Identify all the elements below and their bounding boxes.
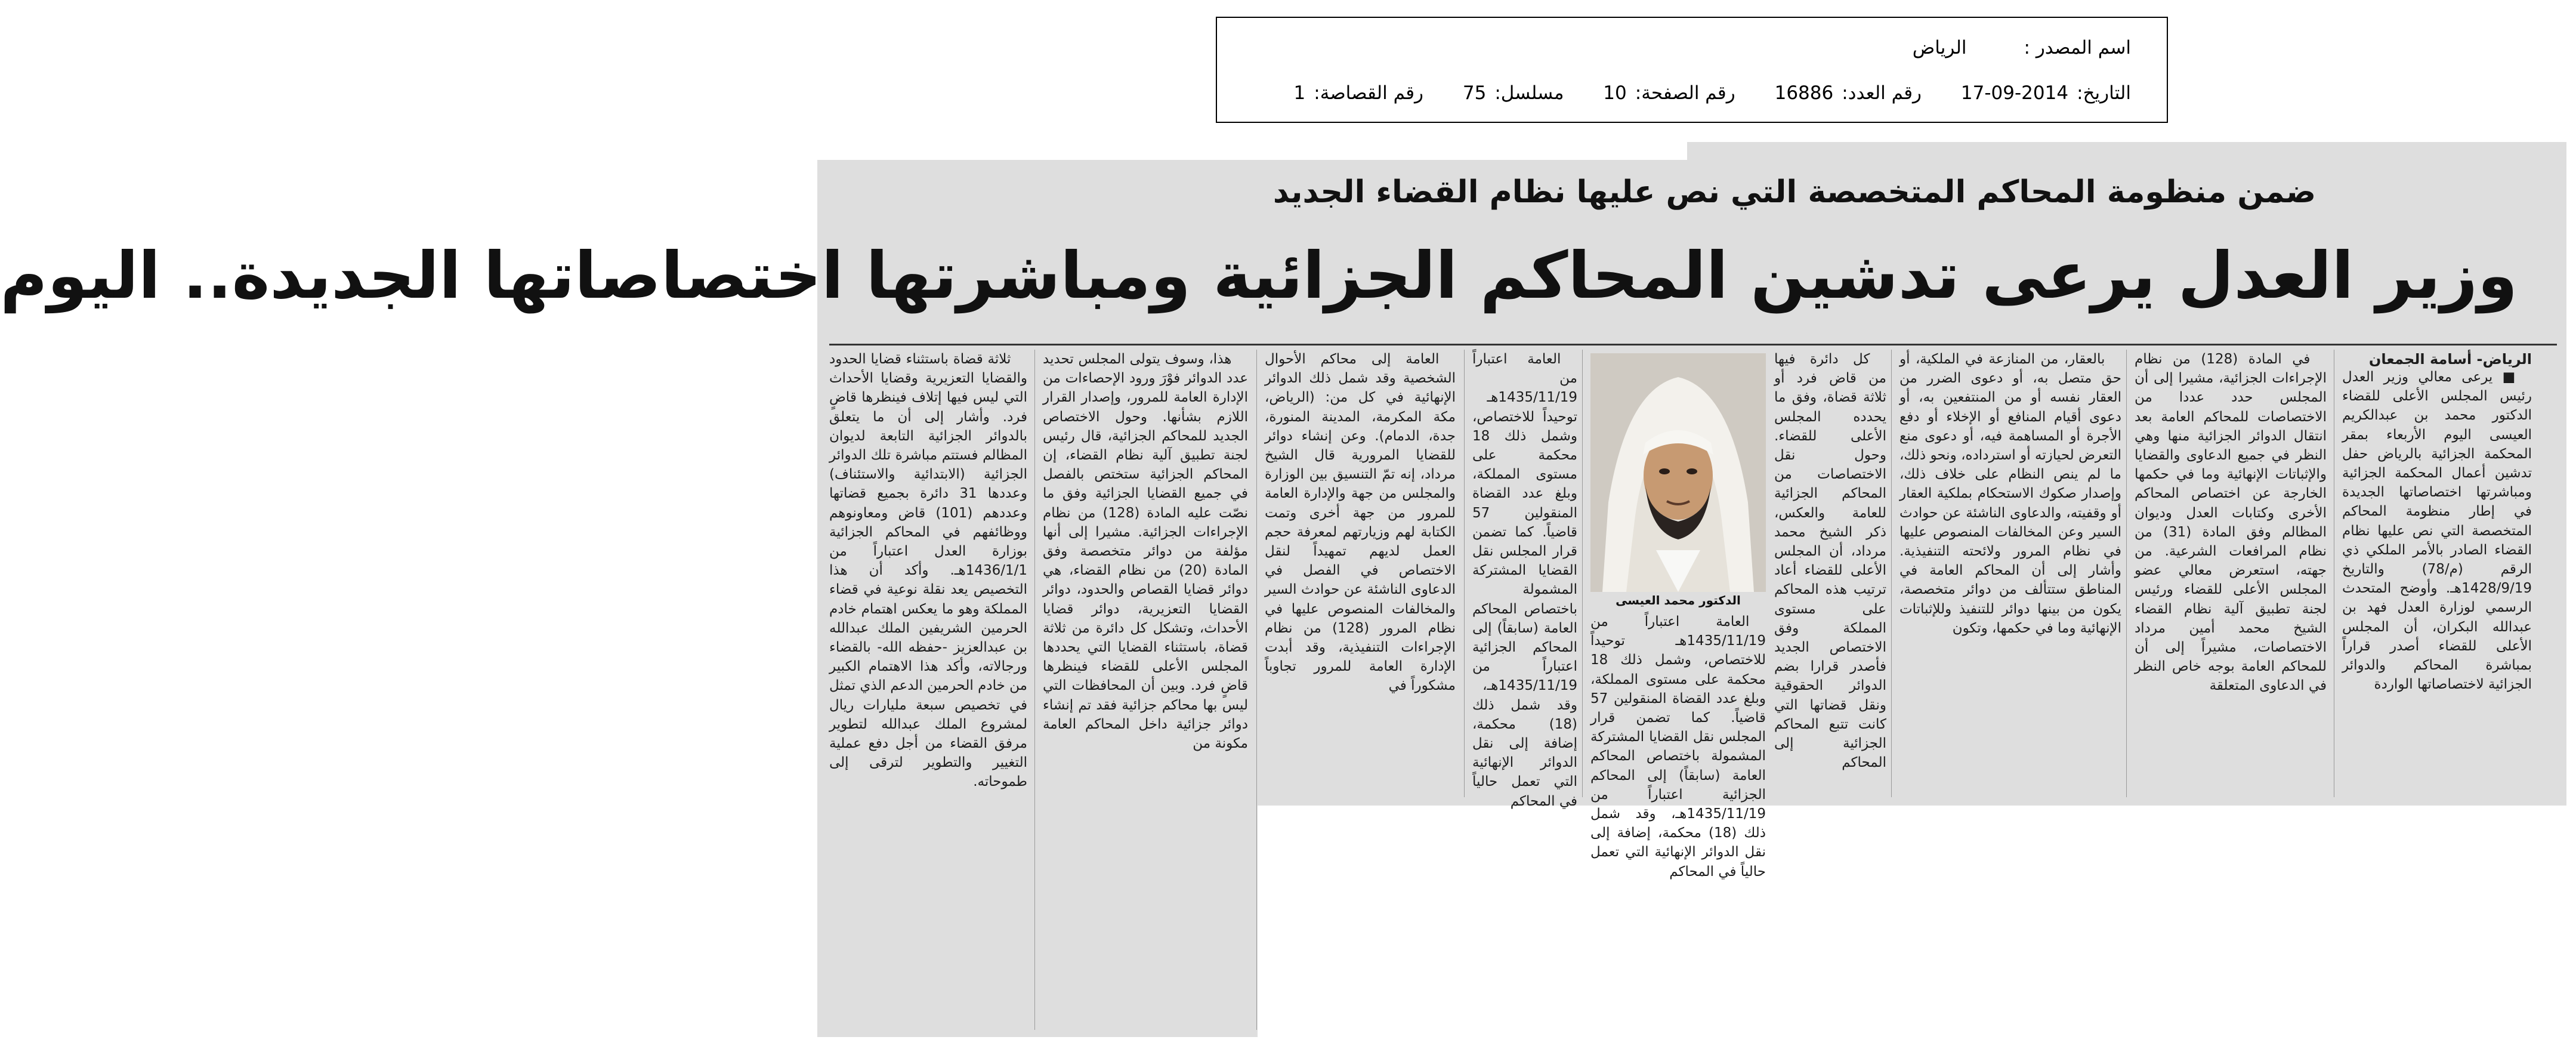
source-row — [1913, 36, 2131, 60]
article-kicker: ضمن منظومة المحاكم المتخصصة التي نص عليها نظام القضاء الجديد — [1272, 174, 2316, 210]
byline — [2342, 350, 2532, 366]
column-4-text: كل دائرة فيها من قاض فرد أو ثلاثة قضاة، وفق ما يحدده المجلس الأعلى للقضاء. وحول نقل الاختصاصات من المحاكم الجزائية للعامة والعكس، ذكر الشيخ محمد مرداد، أن المجلس الأعلى للقضاء أعاد ترتيب هذه المحاكم على مستوى المملكة وفق الاختصاص الجديد فأصدر قرارا بضم الدوائر الحقوقية ونقل قضاتها التي كانت تتبع المحاكم الجزائية إلى المحاكم — [1774, 351, 1886, 771]
serial-field — [1463, 81, 1564, 105]
page-label: رقم الصفحة: — [1635, 82, 1735, 104]
serial-value: 75 — [1462, 82, 1487, 104]
column-3-text: بالعقار، من المنازعة في الملكية، أو حق متصل به، أو دعوى الضرر من العقار نفسه أو من المنتفعين به، أو دعوى أقيام المنافع أو الإخلاء أو دفع الأجرة أو المساهمة فيه، أو دعوى منع التعرض لحيازته أو استرداده، ونحو ذلك، ما لم ينص النظام على خلاف ذلك، وإصدار صكوك الاستحكام بملكية العقار أو وقفيته، والدعاوى الناشئة عن حوادث السير وعن المخالفات المنصوص عليها في نظام المرور ولائحته التنفيذية. وأشار إلى أن المحاكم العامة في المناطق ستتألف من دوائر متخصصة، يكون من بينها دوائر للتنفيذ وللإثباتات الإنهائية وما في حكمها، وتكون — [1899, 351, 2121, 636]
headline-rule — [829, 344, 2557, 345]
column-7-text: هذا، وسوف يتولى المجلس تحديد عدد الدوائر فوْرَ ورود الإحصاءات من الإدارة العامة للمرور، وإصدار القرار اللازم بشأنها. وحول الاختصاص الجديد للمحاكم الجزائية، قال رئيس لجنة تطبيق آلية نظام القضاء، إن المحاكم الجزائية ستختص بالفصل في جميع القضايا الجزائية وفق ما نصّت عليه المادة (128) من نظام الإجراءات الجزائية. مشيرا إلى أنها مؤلفة من دوائر متخصصة وفق المادة (20) من نظام القضاء، هي دوائر قضايا القصاص والحدود، دوائر القضايا التعزيرية، دوائر قضايا الأحداث، وتشكل كل دائرة من ثلاثة قضاة، باستثناء القضايا التي يحددها المجلس الأعلى للقضاء فينظرها قاضٍ فرد. وبين أن المحافظات التي ليس بها محاكم جزائية فقد تم إنشاء دوائر جزائية داخل المحاكم العامة مكونة من — [1043, 351, 1249, 752]
byline-text: الرياض- أسامة الجمعان — [2368, 351, 2532, 368]
article-headline: وزير العدل يرعى تدشين المحاكم الجزائية ومباشرتها اختصاصاتها الجديدة.. اليوم — [0, 239, 2518, 313]
page-field — [1603, 81, 1735, 105]
issue-info-row — [1261, 81, 2131, 105]
clip-label: رقم القصاصة: — [1314, 82, 1424, 104]
article-column-2 — [2135, 350, 2327, 796]
issue-value: 16886 — [1774, 82, 1834, 104]
issue-label: رقم العدد: — [1842, 82, 1922, 104]
column-1-text: ■ يرعى معالي وزير العدل رئيس المجلس الأعلى للقضاء الدكتور محمد بن عبدالكريم العيسى اليوم الأربعاء بمقر المحكمة الجزائية بالرياض حفل تدشين أعمال المحكمة الجزائية ومباشرتها اختصاصاتها الجديدة في إطار منظومة المحاكم المتخصصة التي نص عليها نظام القضاء الصادر بالأمر الملكي ذي الرقم (م/78) والتاريخ 1428/9/19هـ. وأوضح المتحدث الرسمي لوزارة العدل فهد بن عبدالله البكران، أن المجلس الأعلى للقضاء أصدر قراراً بمباشرة المحاكم والدوائر الجزائية لاختصاصاتها الواردة — [2342, 369, 2532, 693]
column-5-text: العامة اعتباراً من 1435/11/19هـ توحيداً للاختصاص، وشمل ذلك 18 محكمة على مستوى المملكة، وبلغ عدد القضاة المنقولين 57 قاضياً. كما تضمن قرار المجلس نقل القضايا المشتركة المشمولة باختصاص المحاكم العامة (سابقاً) إلى المحاكم الجزائية اعتباراً من 1435/11/19هـ، وقد شمل ذلك (18) محكمة، إضافة إلى نقل الدوائر الإنهائية التي تعمل حالياً في المحاكم — [1472, 351, 1577, 809]
article-column-4b — [1590, 612, 1766, 880]
date-value: 2014-09-17 — [1960, 82, 2069, 104]
clip-field — [1294, 81, 1423, 105]
column-4b-text: العامة اعتباراً من 1435/11/19هـ توحيداً للاختصاص، وشمل ذلك 18 محكمة على مستوى المملكة، وبلغ عدد القضاة المنقولين 57 قاضياً. كما تضمن قرار المجلس نقل القضايا المشتركة المشمولة باختصاص المحاكم العامة (سابقاً) إلى المحاكم الجزائية اعتباراً من 1435/11/19هـ، وقد شمل ذلك (18) محكمة، إضافة إلى نقل الدوائر الإنهائية التي تعمل حالياً في المحاكم — [1590, 614, 1766, 880]
serial-label: مسلسل: — [1494, 82, 1564, 104]
photo-caption: الدكتور محمد العيسى — [1616, 593, 1741, 607]
article-column-4 — [1774, 350, 1886, 796]
clipping-top-edge — [1687, 142, 2566, 160]
column-6-text: العامة إلى محاكم الأحوال الشخصية وقد شمل ذلك الدوائر الإنهائية في كل من: (الرياض، مكة المكرمة، المدينة المنورة، جدة، الدمام). وعن إنشاء دوائر للقضايا المرورية قال الشيخ مرداد، إنه تمّ التنسيق بين الوزارة والمجلس من جهة والإدارة العامة للمرور من جهة أخرى وتمت الكتابة لهم وزيارتهم لمعرفة حجم العمل لديهم تمهيداً لنقل الاختصاص في الفصل في الدعاوى الناشئة عن حوادث السير والمخالفات المنصوص عليها في نظام المرور (128) من نظام الإجراءات التنفيذية، وقد أبدت الإدارة العامة للمرور تجاوباً مشكوراً في — [1265, 351, 1456, 694]
column-divider — [1464, 350, 1465, 797]
minister-portrait-photo — [1590, 353, 1766, 592]
column-divider — [1256, 350, 1257, 1030]
source-value: الرياض — [1912, 37, 1967, 58]
column-divider — [1891, 350, 1892, 797]
column-2-text: في المادة (128) من نظام الإجراءات الجزائية، مشيرا إلى أن المجلس حدد عددا من الاختصاصات للمحاكم العامة بعد انتقال الدوائر الجزائية منها وهي النظر في جميع الدعاوى والقضايا والإثباتات الإنهائية وما في حكمها الخارجة عن اختصاص المحاكم الأخرى وكتابات العدل وديوان المظالم وفق المادة (31) من نظام المرافعات الشرعية. من جهته، استعرض معالي عضو المجلس الأعلى للقضاء ورئيس لجنة تطبيق آلية نظام القضاء الشيخ محمد أمين مرداد الاختصاصات، مشيراً إلى أن للمحاكم العامة بوجه خاص النظر في الدعاوى المتعلقة — [2135, 351, 2327, 694]
date-field — [1961, 81, 2131, 105]
article-column-5 — [1472, 350, 1577, 809]
clip-value: 1 — [1293, 82, 1306, 104]
article-column-6 — [1265, 350, 1456, 796]
page-value: 10 — [1603, 82, 1627, 104]
date-label: التاريخ: — [2077, 82, 2131, 104]
column-divider — [1582, 350, 1583, 797]
article-column-8 — [829, 350, 1027, 1030]
column-divider — [1034, 350, 1035, 1030]
article-column-1 — [2342, 368, 2532, 796]
article-column-3 — [1899, 350, 2121, 796]
column-divider — [2126, 350, 2127, 797]
portrait-illustration — [1590, 353, 1766, 592]
source-metadata-box — [1216, 17, 2168, 123]
column-8-text: ثلاثة قضاة باستثناء قضايا الحدود والقضايا التعزيرية وقضايا الأحداث التي ليس فيها إتلاف فينظرها قاضٍ فرد. وأشار إلى أن ما يتعلق بالدوائر الجزائية التابعة لديوان المظالم فستتم مباشرة تلك الدوائر الجزائية (الابتدائية والاستئناف) وعددها 31 دائرة بجميع قضاتها وعددهم (101) قاض ومعاونوهم ووظائفهم في المحاكم الجزائية بوزارة العدل اعتباراً من 1436/1/1هـ. وأكد أن هذا التخصيص يعد نقلة نوعية في قضاء المملكة وهو ما يعكس اهتمام خادم الحرمين الشريفين الملك عبدالله بن عبدالعزيز -حفظه الله- بالقضاء ورجالاته، وأكد هذا الاهتمام الكبير من خادم الحرمين الدعم الذي تمثل في تخصيص سبعة مليارات ريال لمشروع الملك عبدالله لتطوير مرفق القضاء من أجل دفع عملية التغيير والتطوير لترقى إلى طموحاته. — [829, 351, 1027, 790]
issue-field — [1775, 81, 1922, 105]
article-column-7 — [1043, 350, 1248, 1030]
source-label: اسم المصدر : — [2024, 37, 2131, 58]
